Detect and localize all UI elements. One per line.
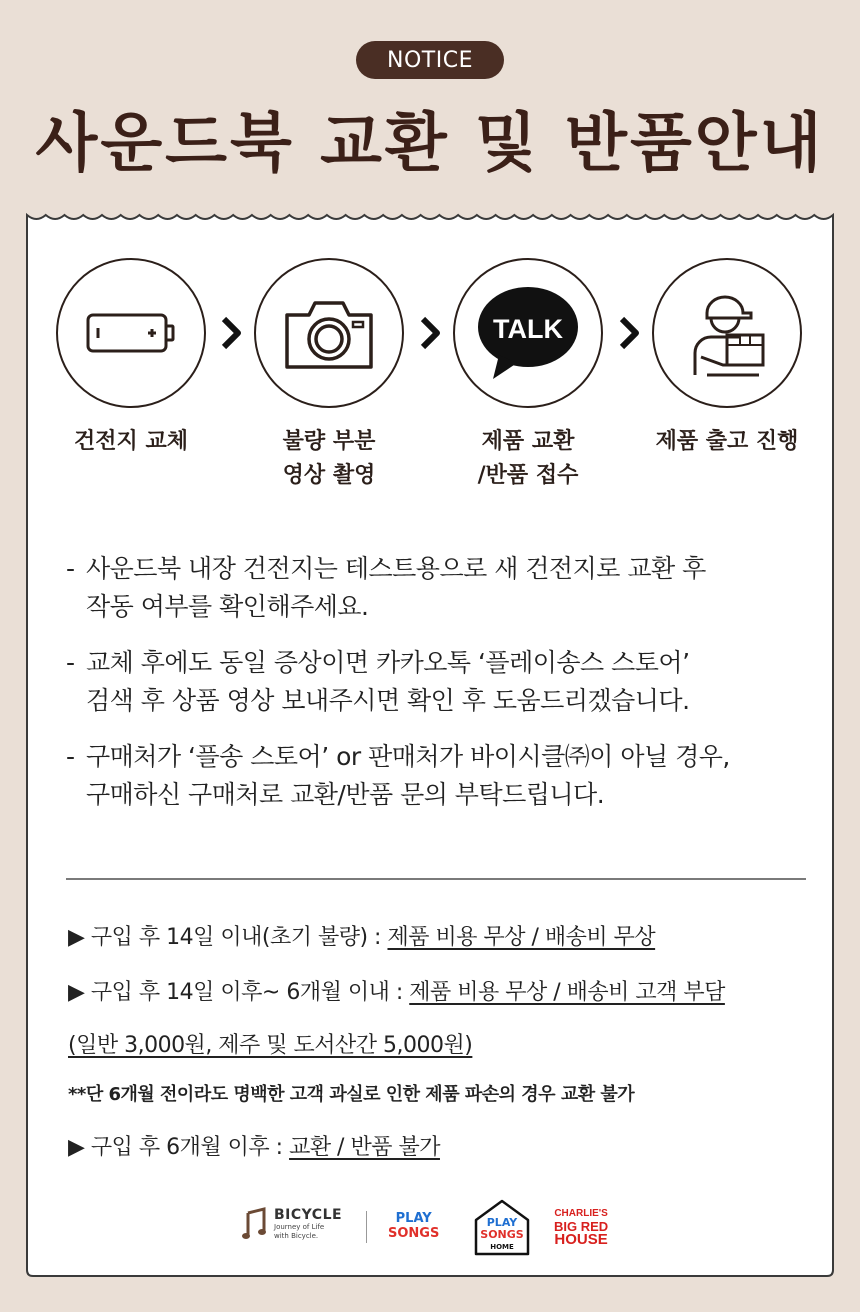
music-note-icon bbox=[242, 1207, 268, 1241]
policy-row: ▶ 구입 후 6개월 이후 : 교환 / 반품 불가 bbox=[68, 1135, 440, 1160]
brand-logos bbox=[26, 1195, 834, 1265]
step-label: 불량 부분 영상 촬영 bbox=[282, 429, 376, 488]
list-item: - 사운드북 내장 건전지는 테스트용으로 새 건전지로 교환 후 작동 여부를 확인해주세요. bbox=[66, 554, 706, 621]
bicycle-logo: BICYCLE Journey of Life with Bicycle. bbox=[242, 1207, 342, 1241]
svg-text:TALK: TALK bbox=[493, 314, 563, 344]
policy-row: ▶ 구입 후 14일 이내(초기 불량) : 제품 비용 무상 / 배송비 무상 bbox=[68, 925, 656, 950]
talk-bubble-icon bbox=[473, 283, 583, 383]
svg-text:PLAY: PLAY bbox=[486, 1216, 518, 1229]
divider bbox=[66, 878, 806, 880]
page-title: 사운드북 교환 및 반품안내 bbox=[35, 107, 825, 181]
list-item: - 교체 후에도 동일 증상이면 카카오톡 ‘플레이송스 스토어’ 검색 후 상품 영상 보내주시면 확인 후 도움드리겠습니다. bbox=[66, 648, 690, 715]
step-label: 제품 교환 /반품 접수 bbox=[477, 429, 579, 488]
playsongs-home-logo bbox=[472, 1198, 532, 1256]
svg-text:SONGS: SONGS bbox=[480, 1228, 524, 1241]
chevron-right-icon bbox=[417, 313, 443, 353]
svg-text:HOME: HOME bbox=[490, 1243, 514, 1251]
step-talk bbox=[453, 258, 603, 408]
step-battery bbox=[56, 258, 206, 408]
policy-note: **단 6개월 전이라도 명백한 고객 과실로 인한 제품 파손의 경우 교환 불가 bbox=[68, 1084, 635, 1105]
policy-row: (일반 3,000원, 제주 및 도서산간 5,000원) bbox=[68, 1033, 473, 1058]
charlies-big-red-house-logo: CHARLIE'S BIG RED HOUSE bbox=[554, 1208, 609, 1248]
notice-card bbox=[26, 205, 834, 1277]
chevron-right-icon bbox=[218, 313, 244, 353]
step-delivery bbox=[652, 258, 802, 408]
step-camera bbox=[254, 258, 404, 408]
battery-icon bbox=[86, 311, 176, 355]
logo-separator bbox=[366, 1211, 367, 1243]
camera-icon bbox=[279, 295, 379, 371]
playsongs-logo: PLAY SONGS bbox=[388, 1211, 440, 1241]
notice-badge: NOTICE bbox=[356, 41, 504, 79]
delivery-person-icon bbox=[677, 283, 777, 383]
step-label: 제품 출고 진행 bbox=[655, 429, 799, 454]
step-label: 건전지 교체 bbox=[74, 429, 188, 454]
policy-row: ▶ 구입 후 14일 이후~ 6개월 이내 : 제품 비용 무상 / 배송비 고객 부담 bbox=[68, 980, 725, 1005]
instructions-list bbox=[66, 550, 806, 832]
chevron-right-icon bbox=[616, 313, 642, 353]
list-item: - 구매처가 ‘플송 스토어’ or 판매처가 바이시클㈜이 아닐 경우, 구매하신 구매처로 교환/반품 문의 부탁드립니다. bbox=[66, 742, 730, 809]
